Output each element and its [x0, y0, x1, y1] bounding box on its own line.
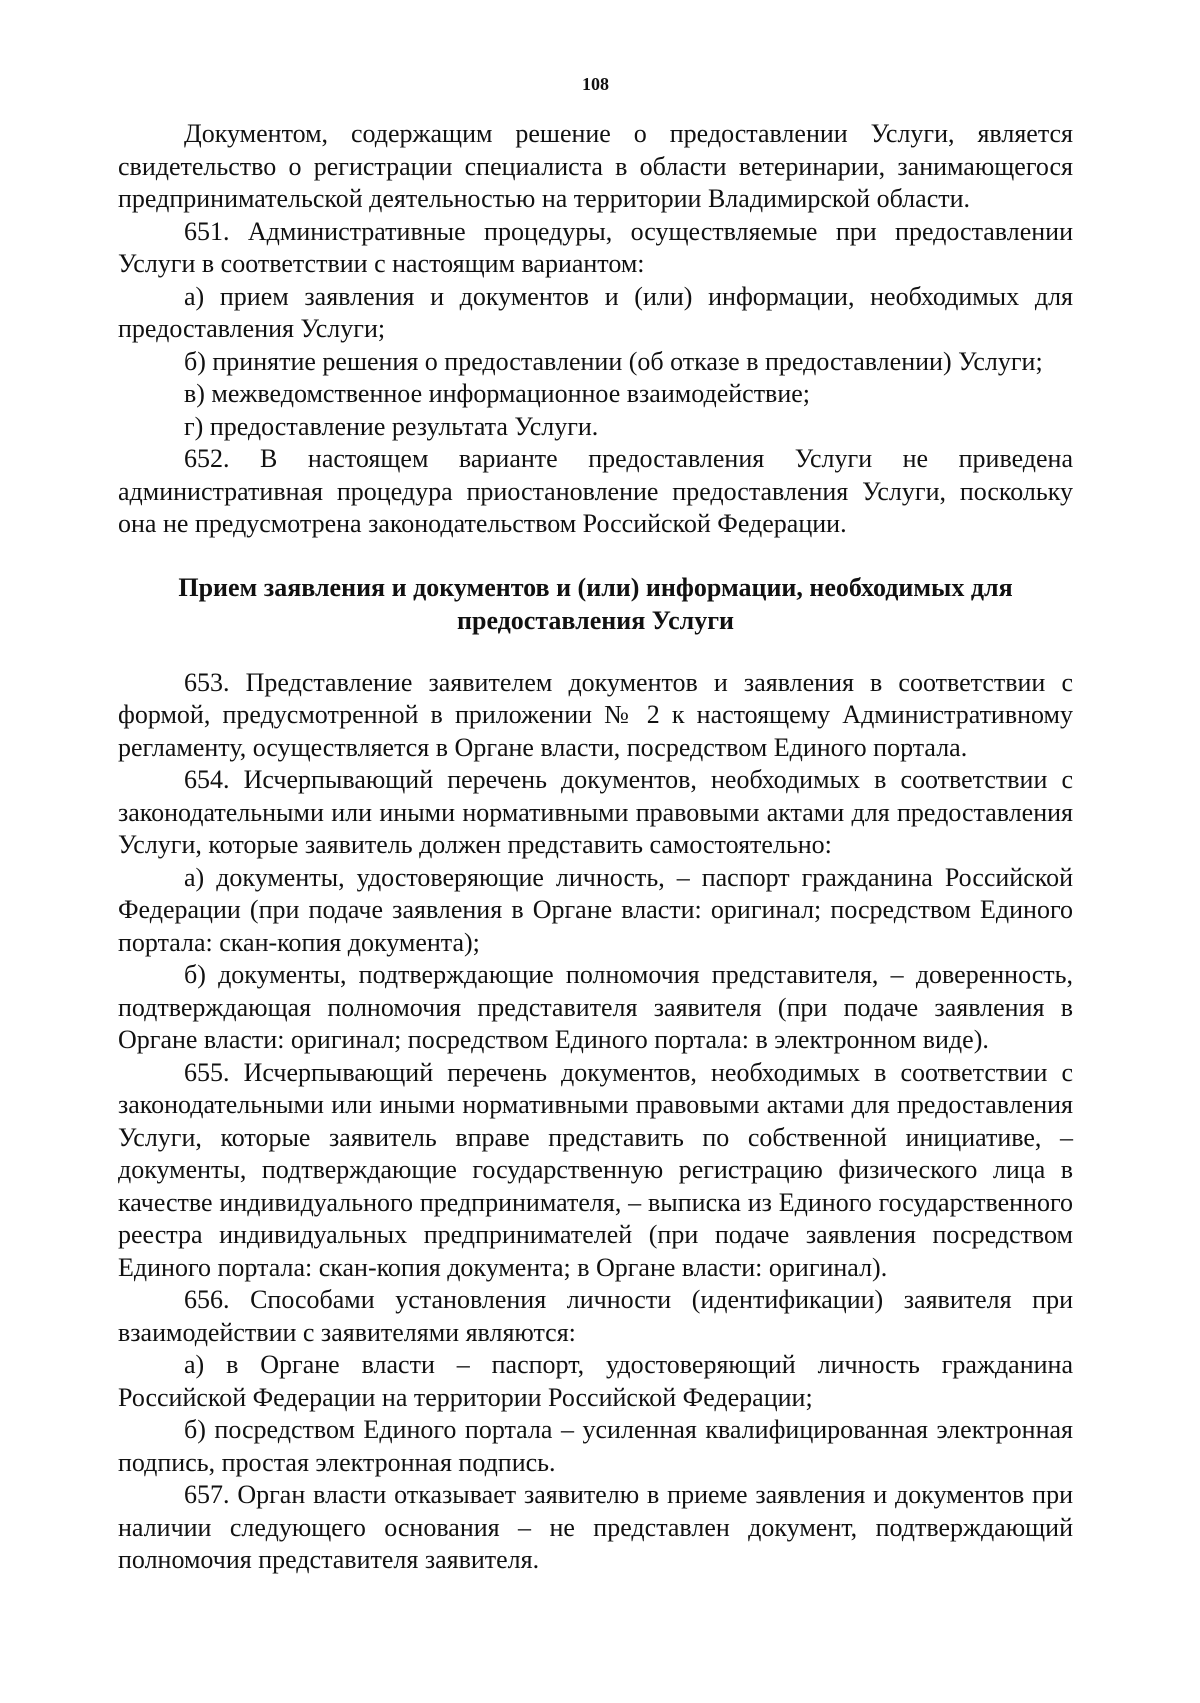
paragraph-result-document: Документом, содержащим решение о предоставлении Услуги, является свидетельство о регистрации специалиста в области ветеринарии, занимающегося предпринимательской деятельностью на территории Владимирской области.: [118, 119, 1073, 213]
paragraph-655: 655. Исчерпывающий перечень документов, необходимых в соответствии с законодательными или иными нормативными правовыми актами для предоставления Услуги, которые заявитель вправе представить по собственной инициативе, – документы, подтверждающие государственную регистрацию физического лица в качестве индивидуального предпринимателя, – выписка из Единого государственного реестра индивидуальных предпринимателей (при подаче заявления посредством Единого портала: скан-копия документа; в Органе власти: оригинал).: [118, 1057, 1073, 1282]
document-page: [118, 72, 1073, 1577]
list-item-651-d: г) предоставление результата Услуги.: [184, 411, 599, 441]
section-heading-line-1: Прием заявления и документов и (или) информации, необходимых для: [178, 572, 1013, 602]
paragraph-653: 653. Представление заявителем документов и заявления в соответствии с формой, предусмотренной в приложении № 2 к настоящему Административному регламенту, осуществляется в Органе власти, посредством Единого портала.: [118, 667, 1073, 762]
list-item-654-a: а) документы, удостоверяющие личность, – паспорт гражданина Российской Федерации (при подаче заявления в Органе власти: оригинал; посредством Единого портала: скан-копия документа);: [118, 862, 1073, 957]
list-item-651-b: б) принятие решения о предоставлении (об отказе в предоставлении) Услуги;: [184, 346, 1043, 376]
section-heading: [118, 571, 1073, 637]
paragraph-652: 652. В настоящем варианте предоставления Услуги не приведена административная процедура приостановление предоставления Услуги, поскольку она не предусмотрена законодательством Российской Федерации.: [118, 444, 1073, 538]
list-item-654-b: б) документы, подтверждающие полномочия представителя, – доверенность, подтверждающая полномочия представителя заявителя (при подаче заявления в Органе власти: оригинал; посредством Единого портала: в электронном виде).: [118, 960, 1073, 1054]
section-heading-line-2: предоставления Услуги: [457, 605, 734, 635]
list-item-656-a: а) в Органе власти – паспорт, удостоверяющий личность гражданина Российской Федерации на территории Российской Федерации;: [118, 1350, 1073, 1412]
list-item-651-a: а) прием заявления и документов и (или) информации, необходимых для предоставления Услуги;: [118, 281, 1073, 343]
list-item-651-c: в) межведомственное информационное взаимодействие;: [184, 379, 811, 408]
paragraph-657: 657. Орган власти отказывает заявителю в приеме заявления и документов при наличии следующего основания – не представлен документ, подтверждающий полномочия представителя заявителя.: [118, 1480, 1073, 1574]
paragraph-656: 656. Способами установления личности (идентификации) заявителя при взаимодействии с заявителями являются:: [118, 1285, 1073, 1347]
paragraph-654: 654. Исчерпывающий перечень документов, необходимых в соответствии с законодательными или иными нормативными правовыми актами для предоставления Услуги, которые заявитель должен представить самостоятельно:: [118, 765, 1073, 859]
list-item-656-b: б) посредством Единого портала – усиленная квалифицированная электронная подпись, простая электронная подпись.: [118, 1415, 1073, 1477]
paragraph-651: 651. Административные процедуры, осуществляемые при предоставлении Услуги в соответствии с настоящим вариантом:: [118, 216, 1073, 278]
page-number: 108: [582, 74, 609, 94]
